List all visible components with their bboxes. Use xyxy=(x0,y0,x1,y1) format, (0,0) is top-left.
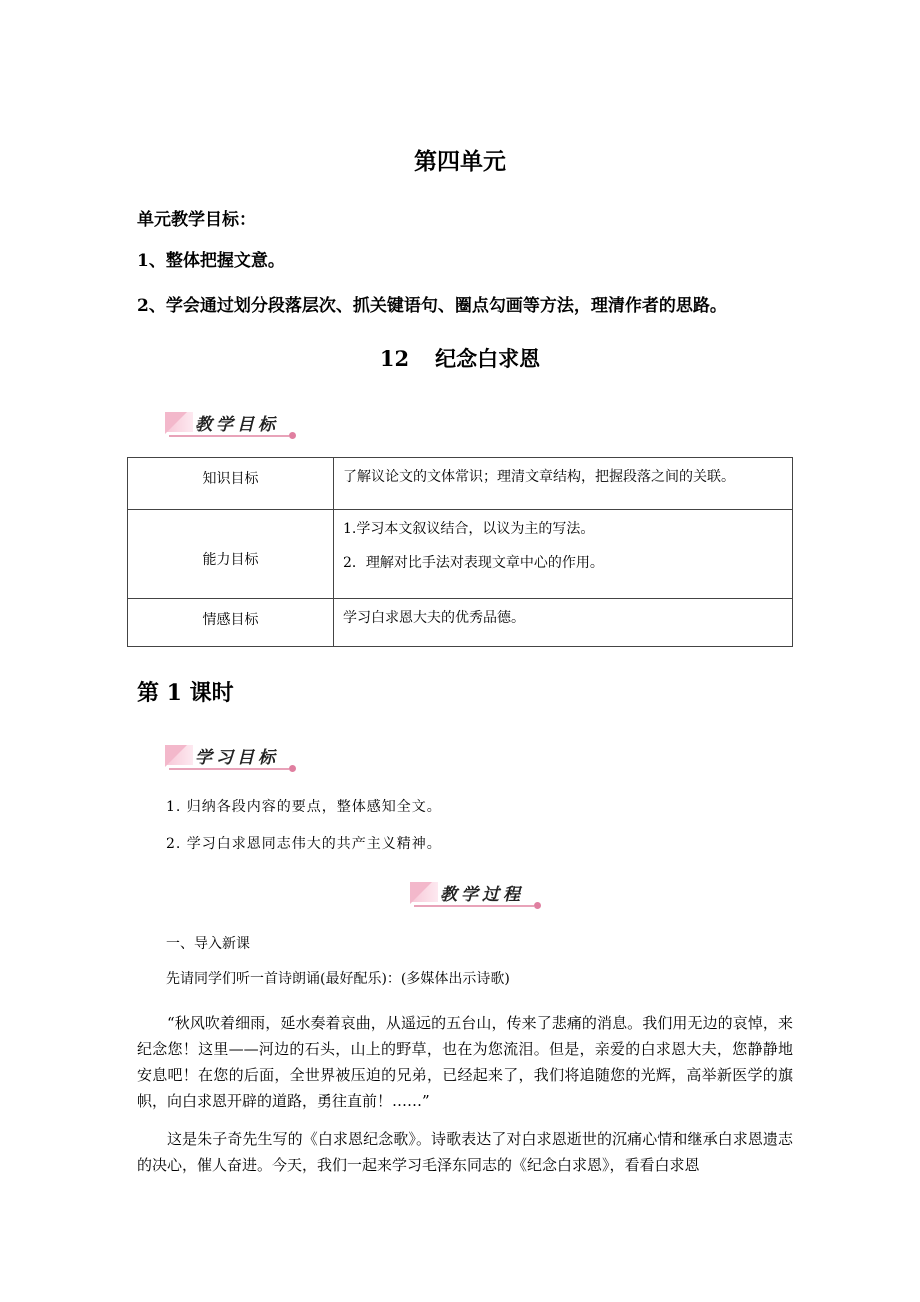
intro-text: 先请同学们听一首诗朗诵(最好配乐)：(多媒体出示诗歌) xyxy=(166,971,510,987)
period-title: 第 1 课时 xyxy=(137,680,234,706)
badge-dot-icon xyxy=(534,902,541,909)
learning-goals-badge xyxy=(165,741,300,771)
unit-goals-heading: 单元教学目标： xyxy=(137,210,256,230)
table-row xyxy=(128,510,793,599)
goal-text: 2．理解对比手法对表现文章中心的作用。 xyxy=(343,555,604,571)
learning-objective: 1. 归纳各段内容的要点，整体感知全文。 xyxy=(166,799,442,815)
teaching-process-badge xyxy=(410,878,545,908)
goal-content xyxy=(334,510,793,599)
section-heading: 一、导入新课 xyxy=(166,936,250,952)
goal-text: 1.学习本文叙议结合，以议为主的写法。 xyxy=(343,521,595,537)
goal-content xyxy=(334,458,793,510)
badge-dot-icon xyxy=(289,432,296,439)
learning-objective: 2. 学习白求恩同志伟大的共产主义精神。 xyxy=(166,836,442,852)
unit-goal-item: 2、学会通过划分段落层次、抓关键语句、圈点勾画等方法，理清作者的思路。 xyxy=(137,296,727,316)
badge-label: 教学目标 xyxy=(195,415,279,435)
goal-text: 学习白求恩大夫的优秀品德。 xyxy=(343,610,525,626)
goal-label: 知识目标 xyxy=(128,458,334,510)
poem-paragraph: “秋风吹着细雨，延水奏着哀曲，从遥远的五台山，传来了悲痛的消息。我们用无边的哀悼，来纪念您！这里——河边的石头，山上的野草，也在为您流泪。但是，亲爱的白求恩大夫，您静静地安息吧！在您的后面，全世界被压迫的兄弟，已经起来了，我们将追随您的光辉，高举新医学的旗帜，向白求恩开辟的道路，勇往直前！……” xyxy=(137,1014,793,1110)
goal-label: 能力目标 xyxy=(128,510,334,599)
unit-goal-item: 1、整体把握文意。 xyxy=(137,251,285,271)
table-row xyxy=(128,458,793,510)
goal-text: 了解议论文的文体常识；理清文章结构，把握段落之间的关联。 xyxy=(343,469,735,485)
badge-label: 教学过程 xyxy=(440,885,524,905)
badge-label: 学习目标 xyxy=(195,748,279,768)
body-paragraph: 这是朱子奇先生写的《白求恩纪念歌》。诗歌表达了对白求恩逝世的沉痛心情和继承白求恩遗志的决心，催人奋进。今天，我们一起来学习毛泽东同志的《纪念白求恩》，看看白求恩 xyxy=(137,1130,793,1174)
goal-label: 情感目标 xyxy=(128,599,334,647)
table-row xyxy=(128,599,793,647)
goals-table xyxy=(127,457,793,647)
teaching-goals-badge xyxy=(165,408,300,438)
badge-dot-icon xyxy=(289,765,296,772)
lesson-name: 纪念白求恩 xyxy=(435,346,541,371)
unit-title: 第四单元 xyxy=(414,148,506,175)
lesson-number: 12 xyxy=(379,346,410,371)
goal-content xyxy=(334,599,793,647)
lesson-title xyxy=(0,343,920,373)
